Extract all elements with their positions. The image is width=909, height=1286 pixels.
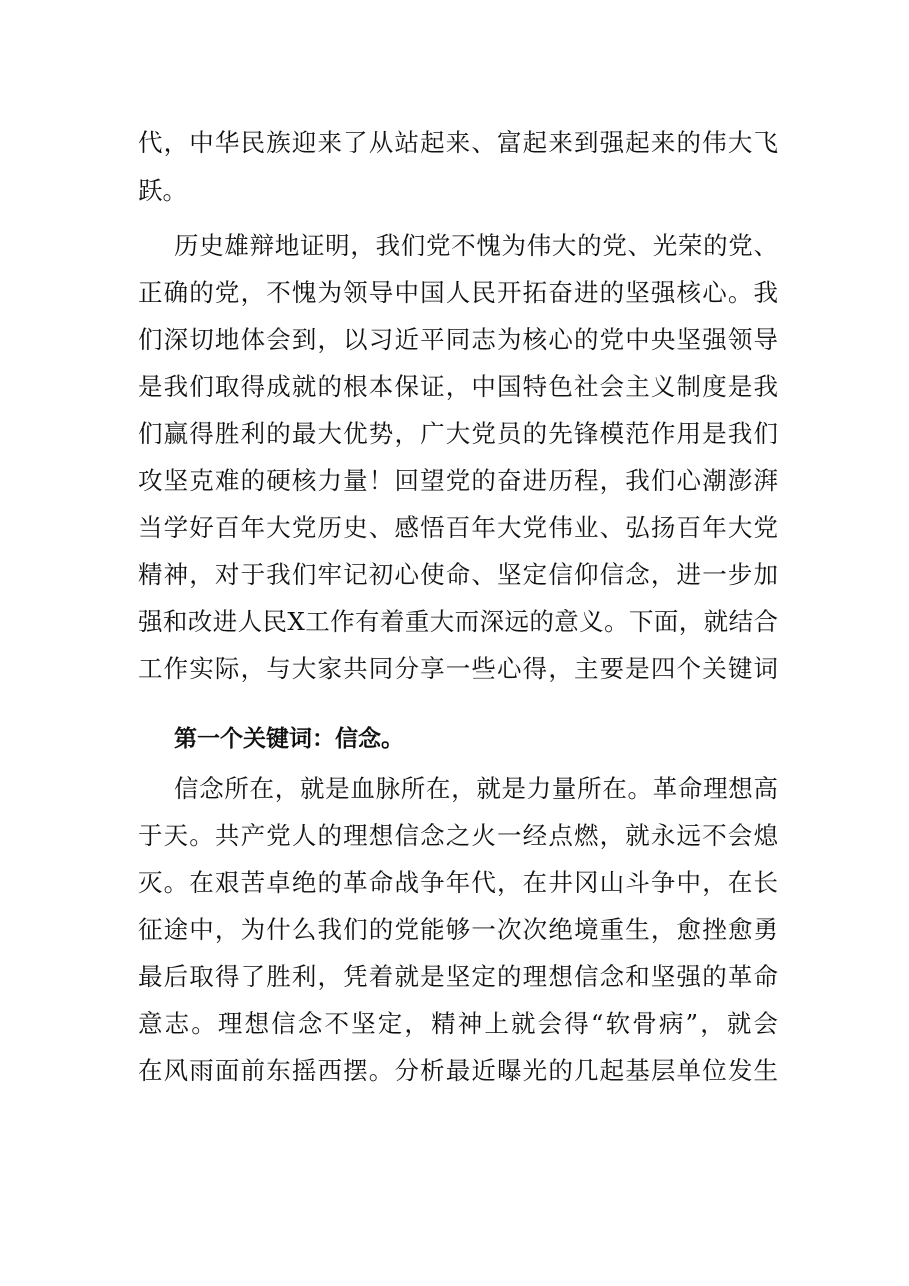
paragraph-3-line-3: 灭。在艰苦卓绝的革命战争年代，在井冈山斗争中，在长: [138, 868, 778, 897]
paragraph-3-line-7: 在风雨面前东摇西摆。分析最近曝光的几起基层单位发生: [138, 1056, 778, 1085]
paragraph-2-line-7: 当学好百年大党历史、感悟百年大党伟业、弘扬百年大党: [138, 513, 778, 542]
paragraph-2-line-8: 精神，对于我们牢记初心使命、坚定信仰信念，进一步加: [138, 560, 778, 589]
paragraph-3-line-4: 征途中，为什么我们的党能够一次次绝境重生，愈挫愈勇: [138, 915, 778, 944]
paragraph-3-line-1: 信念所在，就是血脉所在，就是力量所在。革命理想高: [174, 774, 778, 803]
paragraph-3-line-5: 最后取得了胜利，凭着就是坚定的理想信念和坚强的革命: [138, 962, 778, 991]
paragraph-2-line-1: 历史雄辩地证明，我们党不愧为伟大的党、光荣的党、: [174, 231, 778, 260]
paragraph-1-line-2: 跃。: [138, 176, 187, 205]
paragraph-2-line-2: 正确的党，不愧为领导中国人民开拓奋进的坚强核心。我: [138, 278, 778, 307]
paragraph-2-line-5: 们赢得胜利的最大优势，广大党员的先锋模范作用是我们: [138, 419, 778, 448]
paragraph-2-line-3: 们深切地体会到，以习近平同志为核心的党中央坚强领导: [138, 325, 778, 354]
paragraph-2-line-10: 工作实际，与大家共同分享一些心得，主要是四个关键词: [138, 654, 778, 683]
section-heading: 第一个关键词：信念。: [174, 726, 404, 752]
paragraph-2-line-6: 攻坚克难的硬核力量！回望党的奋进历程，我们心潮澎湃: [138, 466, 778, 495]
paragraph-2-line-9: 强和改进人民X工作有着重大而深远的意义。下面，就结合: [138, 607, 778, 636]
paragraph-3-line-2: 于天。共产党人的理想信念之火一经点燃，就永远不会熄: [138, 821, 778, 850]
paragraph-2-line-4: 是我们取得成就的根本保证，中国特色社会主义制度是我: [138, 372, 778, 401]
paragraph-3-line-6: 意志。理想信念不坚定，精神上就会得“软骨病”，就会: [138, 1009, 778, 1038]
paragraph-1-line-1: 代，中华民族迎来了从站起来、富起来到强起来的伟大飞: [138, 128, 778, 157]
